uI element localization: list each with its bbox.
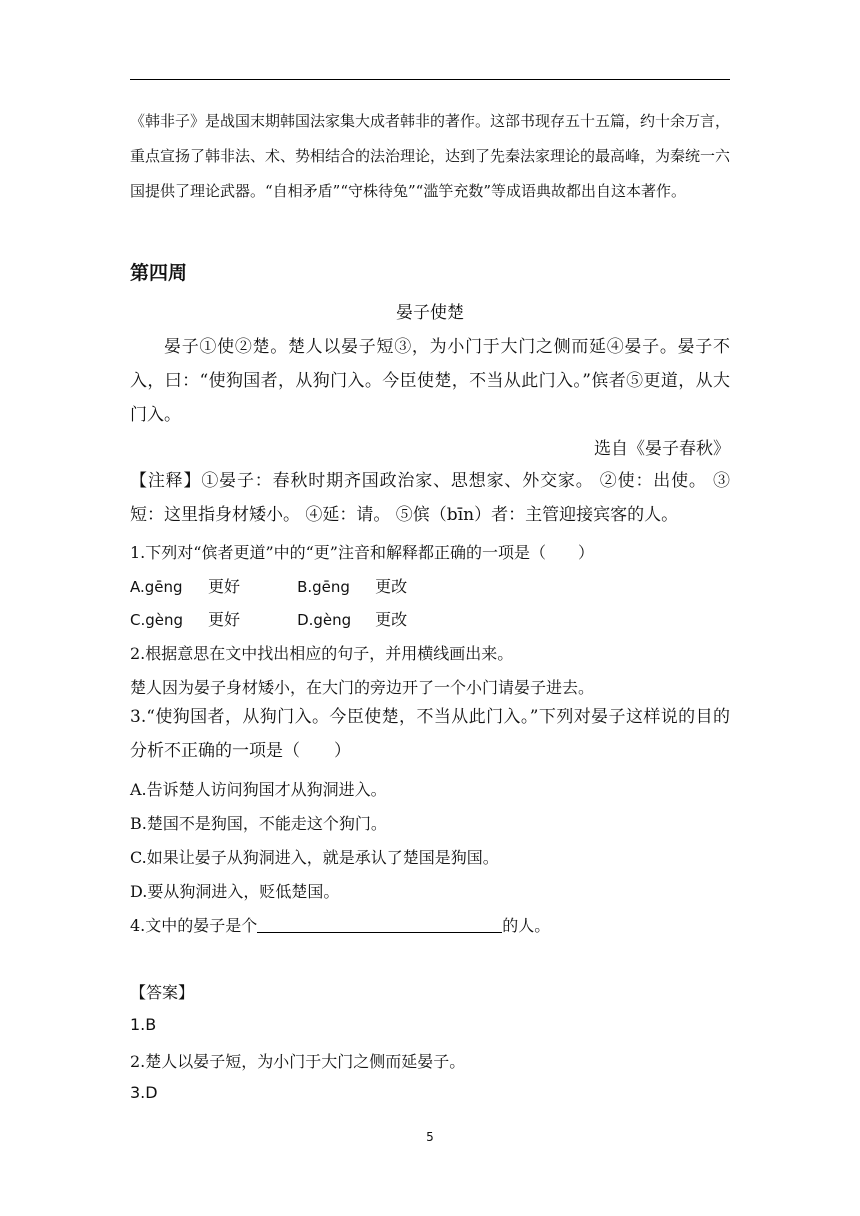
answer-1: 1.B <box>130 1015 157 1034</box>
passage-body <box>130 330 730 432</box>
intro-paragraph <box>130 104 730 209</box>
intro-text: 《韩非子》是战国末期韩国法家集大成者韩非的著作。这部书现存五十五篇，约十余万言，重点宣扬了韩非法、术、势相结合的法治理论，达到了先秦法家理论的最高峰，为秦统一六国提供了理论武器。“自相矛盾”“守株待兔”“滥竽充数”等成语典故都出自这本著作。 <box>130 112 731 200</box>
q4-suffix: 的人。 <box>502 916 551 935</box>
q3-option-a: A.告诉楚人访问狗国才从狗洞进入。 <box>130 780 387 799</box>
passage-text: 晏子①使②楚。楚人以晏子短③，为小门于大门之侧而延④晏子。晏子不入，曰：“使狗国者，从狗门入。今臣使楚，不当从此门入。”傧者⑤更道，从大门入。 <box>130 337 730 425</box>
q1-option-b-value: 更改 <box>375 577 408 596</box>
answers-heading: 【答案】 <box>130 983 195 1002</box>
passage-title: 晏子使楚 <box>396 303 464 323</box>
q1-option-a-value: 更好 <box>208 577 241 596</box>
q1-stem: 1.下列对“傧者更道”中的“更”注音和解释都正确的一项是（ ） <box>130 543 594 562</box>
q1-option-a-key: A.gēng <box>130 578 183 596</box>
notes-text: 【注释】①晏子：春秋时期齐国政治家、思想家、外交家。 ②使：出使。 ③短：这里指身材矮小。 ④延：请。 ⑤傧（bīn）者：主管迎接宾客的人。 <box>130 471 730 525</box>
q2-stem: 2.根据意思在文中找出相应的句子，并用横线画出来。 <box>130 644 514 663</box>
q1-option-b-key: B.gēng <box>297 578 350 596</box>
answer-3: 3.D <box>130 1083 158 1102</box>
passage-source: 选自《晏子春秋》 <box>594 439 730 459</box>
q3-option-d: D.要从狗洞进入，贬低楚国。 <box>130 882 340 901</box>
notes <box>130 464 730 532</box>
q1-options-row2 <box>130 607 730 630</box>
header-rule <box>130 79 730 80</box>
q1-option-c-value: 更好 <box>208 610 241 629</box>
q3-option-b: B.楚国不是狗国，不能走这个狗门。 <box>130 814 387 833</box>
q1-option-d-key: D.gèng <box>297 611 352 629</box>
q3-option-c: C.如果让晏子从狗洞进入，就是承认了楚国是狗国。 <box>130 848 499 867</box>
q1-option-d-value: 更改 <box>375 610 408 629</box>
q1-option-c-key: C.gèng <box>130 611 184 629</box>
q4-prefix: 4.文中的晏子是个 <box>130 916 258 935</box>
answer-2: 2.楚人以晏子短，为小门于大门之侧而延晏子。 <box>130 1052 466 1071</box>
q4 <box>130 913 730 936</box>
q1-options-row1 <box>130 574 730 597</box>
q2-hint: 楚人因为晏子身材矮小，在大门的旁边开了一个小门请晏子进去。 <box>130 678 595 697</box>
q4-answer-blank[interactable] <box>257 914 502 933</box>
page-number: 5 <box>426 1130 434 1144</box>
q3-stem: 3.“使狗国者，从狗门入。今臣使楚，不当从此门入。”下列对晏子这样说的目的分析不正确的一项是（ ） <box>130 707 730 761</box>
section-title: 第四周 <box>130 262 188 284</box>
